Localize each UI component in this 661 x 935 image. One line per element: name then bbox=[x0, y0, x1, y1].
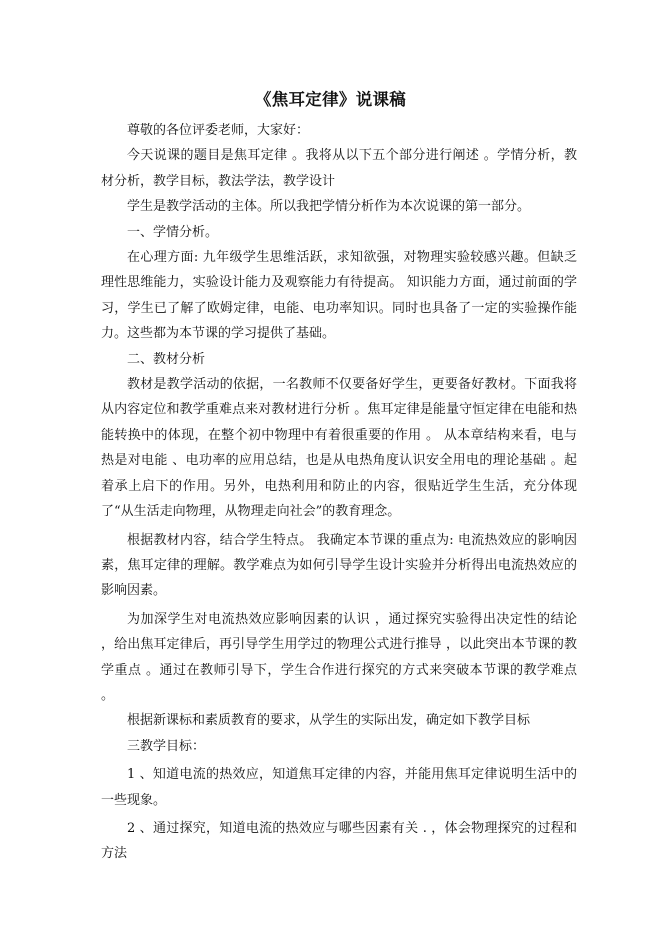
list-item-goal-2: 2 、通过探究，知道电流的热效应与哪些因素有关 . ，体会物理探究的过程和方法 bbox=[101, 820, 577, 862]
paragraph-student-subject: 学生是教学活动的主体。所以我把学情分析作为本次说课的第一部分。 bbox=[127, 199, 531, 215]
section-heading-teaching-goals: 三教学目标： bbox=[127, 738, 206, 754]
document-body bbox=[101, 118, 577, 867]
section-heading-textbook-analysis: 二、教材分析 bbox=[127, 351, 206, 367]
paragraph-student-analysis: 在心理方面: 九年级学生思维活跃，求知欲强，对物理实验较感兴趣。但缺乏理性思维能力，实验设计能力及观察能力有待提高。 知识能力方面，通过前面的学习，学生已了解了欧姆定律，电能、电功率知识。同时也具备了一定的实验操作能力。这些都为本节课的学习提供了基础。 bbox=[101, 250, 577, 342]
list-item-goal-1: 1 、知道电流的热效应，知道焦耳定律的内容，并能用焦耳定律说明生活中的一些现象。 bbox=[101, 767, 577, 808]
paragraph-key-points: 根据教材内容，结合学生特点。 我确定本节课的重点为: 电流热效应的影响因素，焦耳定律的理解。教学难点为如何引导学生设计实验并分析得出电流热效应的影响因素。 bbox=[101, 532, 577, 599]
paragraph-greeting: 尊敬的各位评委老师，大家好： bbox=[127, 123, 310, 138]
paragraph-goals-intro: 根据新课标和素质教育的要求，从学生的实际出发，确定如下教学目标 bbox=[127, 713, 531, 729]
paragraph-teaching-approach: 为加深学生对电流热效应影响因素的认识 ，通过探究实验得出决定性的结论 ，给出焦耳定律后，再引导学生用学过的物理公式进行推导 ，以此突出本节课的教学重点 。通过在教师引导下，学生合作进行探究的方式来突破本节课的教学难点 。 bbox=[101, 611, 577, 703]
section-heading-student-analysis: 一、学情分析。 bbox=[127, 224, 219, 240]
paragraph-intro: 今天说课的题目是焦耳定律 。我将从以下五个部分进行阐述 。学情分析，教材分析，教学目标，教法学法，教学设计 bbox=[101, 148, 577, 189]
paragraph-textbook-analysis: 教材是教学活动的依据，一名教师不仅要备好学生，更要备好教材。下面我将从内容定位和教学重难点来对教材进行分析 。焦耳定律是能量守恒定律在电能和热能转换中的体现，在整个初中物理中有着很重要的作用 。 从本章结构来看，电与热是对电能 、电功率的应用总结，也是从电热角度认识安全用电的理论基础 。起着承上启下的作用。另外，电热利用和防止的内容，很贴近学生生活，充分体现了“从生活走向物理，从物理走向社会”的教育理念。 bbox=[101, 377, 577, 520]
page-title: 《焦耳定律》说课稿 bbox=[254, 90, 407, 109]
